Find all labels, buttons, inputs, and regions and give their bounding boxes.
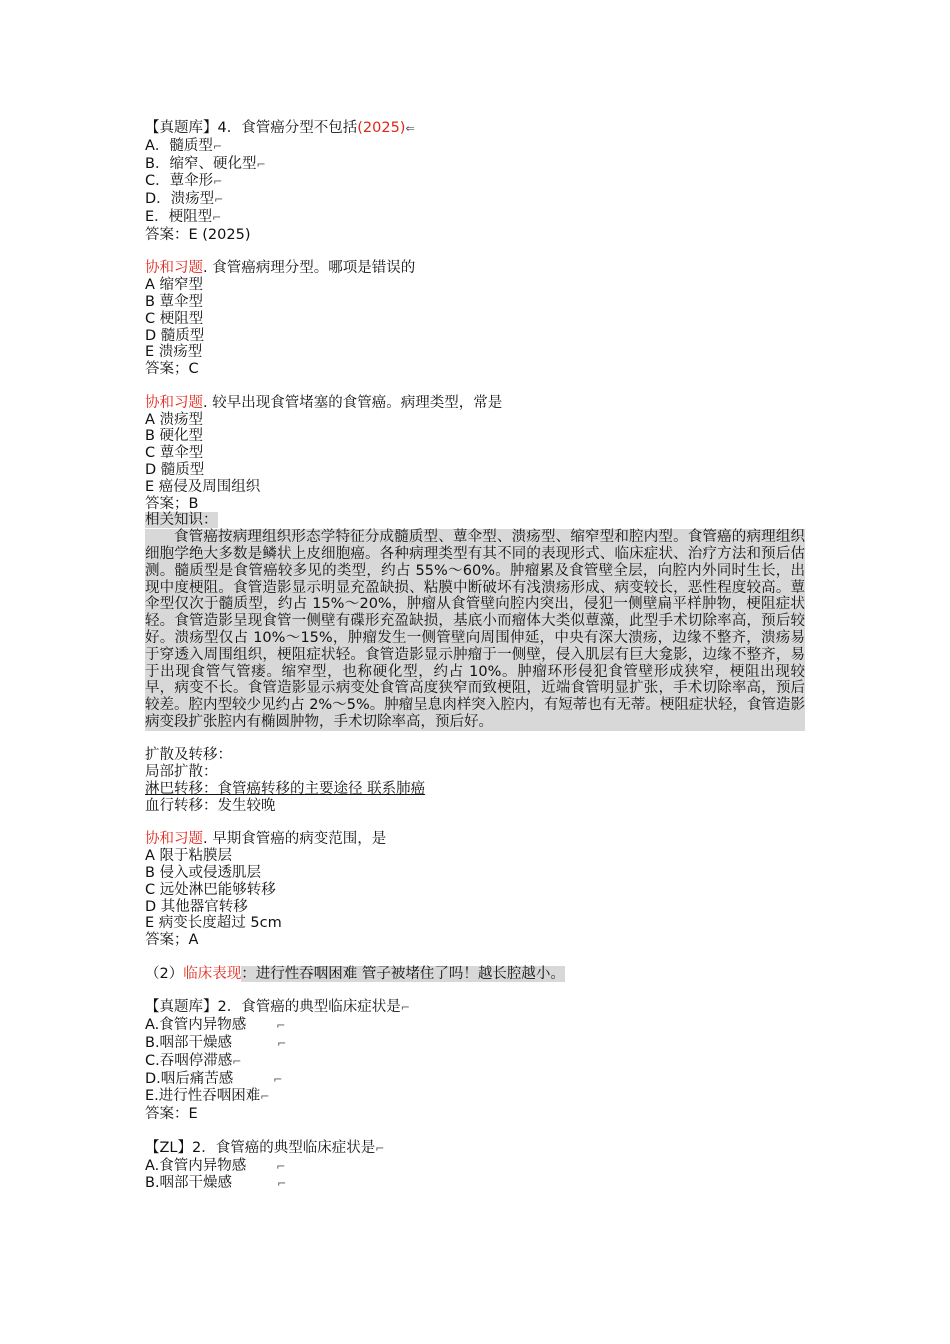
option-text: D.咽后痛苦感 [145, 1070, 234, 1087]
question-tag: 协和习题 [145, 831, 203, 848]
space-mark-icon: ⌐ [276, 1159, 286, 1173]
answer: 答案；C [145, 361, 199, 378]
spread-title: 扩散及转移： [145, 747, 232, 764]
related-label: 相关知识： [145, 512, 218, 529]
option-text: B.咽部干燥感 [145, 1035, 233, 1052]
option-text: E.进行性吞咽困难 [145, 1088, 261, 1105]
space-mark-icon: ⌐ [212, 139, 223, 153]
option [145, 209, 805, 227]
option: A 溃疡型 [145, 411, 204, 428]
option [145, 191, 805, 209]
option [145, 138, 805, 156]
space-mark-icon: ⌐ [277, 1037, 287, 1051]
question-year: (2025) [357, 120, 406, 136]
option: E 病变长度超过 5cm [145, 915, 282, 932]
option: A 缩窄型 [145, 277, 204, 294]
space-mark-icon: ⌐ [256, 157, 266, 171]
option [145, 1035, 805, 1053]
space-mark-icon: ⌐ [375, 1141, 385, 1155]
space-mark-icon: ⌐ [232, 1054, 242, 1068]
spread-blood: 血行转移：发生较晚 [145, 797, 276, 814]
space-mark-icon: ⌐ [214, 193, 224, 207]
question-head [145, 831, 805, 848]
space-mark-icon: ⌐ [273, 1072, 283, 1086]
answer: 答案；B [145, 495, 199, 512]
related-knowledge-paragraph: 食管癌按病理组织形态学特征分成髓质型、蕈伞型、溃疡型、缩窄型和腔内型。食管癌的病理组织细胞学绝大多数是鳞状上皮细胞癌。各种病理类型有其不同的表现形式、临床症状、治疗方法和预后估测。髓质型是食管癌较多见的类型，约占 55%～60%。肿瘤累及食管壁全层，向腔内外同时生长，出现中度梗阻。食管造影显示明显充盈缺损、粘膜中断破坏有浅溃疡形成、病变较长，恶性程度较高。蕈伞型仅次于髓质型，约占 15%～20%，肿瘤从食管壁向腔内突出，侵犯一侧壁扁平样肿物，梗阻症状轻。食管造影呈现食管一侧壁有碟形充盈缺损，基底小而瘤体大类似蕈藻，此型手术切除率高，预后较好。溃疡型仅占 10%～15%，肿瘤发生一侧管壁向周围伸延，中央有深大溃疡，边缘不整齐，溃疡易于穿透入周围组织，梗阻症状轻。食管造影显示肿瘤于一侧壁，侵入肌层有巨大龛影，边缘不整齐，易于出现食管气管瘘。缩窄型，也称硬化型，约占 10%。肿瘤环形侵犯食管壁形成狭窄，梗阻出现较早，病变不长。食管造影显示病变处食管高度狭窄而致梗阻，近端食管明显扩张，手术切除率高，预后较差。腔内型较少见约占 2%～5%。肿瘤呈息肉样突入腔内，有短蒂也有无蒂。梗阻症状轻，食管造影病变段扩张腔内有椭圆肿物，手术切除率高，预后好。 [145, 529, 805, 730]
option-text: C.吞咽停滞感 [145, 1052, 233, 1069]
question-text: 【真题库】4．食管癌分型不包括 [145, 120, 358, 136]
option [145, 1017, 805, 1035]
option: D 其他器官转移 [145, 898, 248, 915]
related-label-row [145, 512, 805, 529]
space-mark-icon: ⌐ [213, 175, 223, 189]
clinical-tag: 临床表现 [183, 965, 242, 982]
answer: 答案：E [145, 1106, 198, 1123]
question-head [145, 260, 805, 277]
clinical-prefix: （2） [145, 965, 184, 982]
option-text: A．髓质型 [145, 137, 213, 154]
question-head [145, 120, 805, 138]
paragraph-mark-icon: ⇐ [405, 122, 415, 135]
spread-lymph: 淋巴转移：食管癌转移的主要途径 联系肺癌 [145, 781, 426, 798]
question-text: . 较早出现食管堵塞的食管癌。病理类型，常是 [203, 394, 503, 411]
option-text: B．缩窄、硬化型 [145, 155, 257, 172]
option [145, 173, 805, 191]
option [145, 1175, 805, 1193]
question-head [145, 395, 805, 412]
question-head [145, 999, 805, 1017]
spread-lymph-row [145, 781, 805, 798]
document-page [145, 120, 805, 1193]
question-text: . 食管癌病理分型。哪项是错误的 [203, 260, 416, 277]
answer: 答案；A [145, 932, 199, 949]
option: C 蕈伞型 [145, 445, 204, 462]
option: C 远处淋巴能够转移 [145, 881, 276, 898]
option: D 髓质型 [145, 327, 205, 344]
option: E 癌侵及周围组织 [145, 478, 261, 495]
option-text: D．溃疡型 [145, 191, 215, 208]
space-mark-icon: ⌐ [276, 1019, 286, 1033]
option: B 蕈伞型 [145, 293, 204, 310]
space-mark-icon: ⌐ [212, 210, 222, 224]
option [145, 1071, 805, 1089]
space-mark-icon: ⌐ [277, 1177, 287, 1191]
answer: 答案：E (2025) [145, 226, 251, 243]
space-mark-icon: ⌐ [260, 1090, 270, 1104]
option: B 硬化型 [145, 428, 204, 445]
option: D 髓质型 [145, 461, 205, 478]
option: A 限于粘膜层 [145, 848, 233, 865]
option-text: C．蕈伞形 [145, 173, 214, 190]
option [145, 156, 805, 174]
question-head [145, 1140, 805, 1158]
option-text: A.食管内异物感 [145, 1017, 247, 1034]
option: C 梗阻型 [145, 310, 204, 327]
question-tag: 协和习题 [145, 260, 203, 277]
option-text: A.食管内异物感 [145, 1157, 247, 1174]
clinical-text: ：进行性吞咽困难 管子被堵住了吗！越长腔越小。 [241, 965, 565, 982]
option: B 侵入或侵透肌层 [145, 865, 262, 882]
question-tag: 协和习题 [145, 394, 203, 411]
option [145, 1088, 805, 1106]
option [145, 1158, 805, 1176]
spread-local: 局部扩散： [145, 764, 218, 781]
option-text: B.咽部干燥感 [145, 1175, 233, 1192]
question-text: 【ZL】2．食管癌的典型临床症状是 [145, 1139, 376, 1156]
question-text: . 早期食管癌的病变范围，是 [203, 831, 387, 848]
space-mark-icon: ⌐ [400, 1001, 410, 1015]
option [145, 1053, 805, 1071]
question-text: 【真题库】2．食管癌的典型临床症状是 [145, 999, 401, 1016]
option: E 溃疡型 [145, 344, 203, 361]
option-text: E．梗阻型 [145, 208, 213, 225]
clinical-heading [145, 966, 805, 983]
